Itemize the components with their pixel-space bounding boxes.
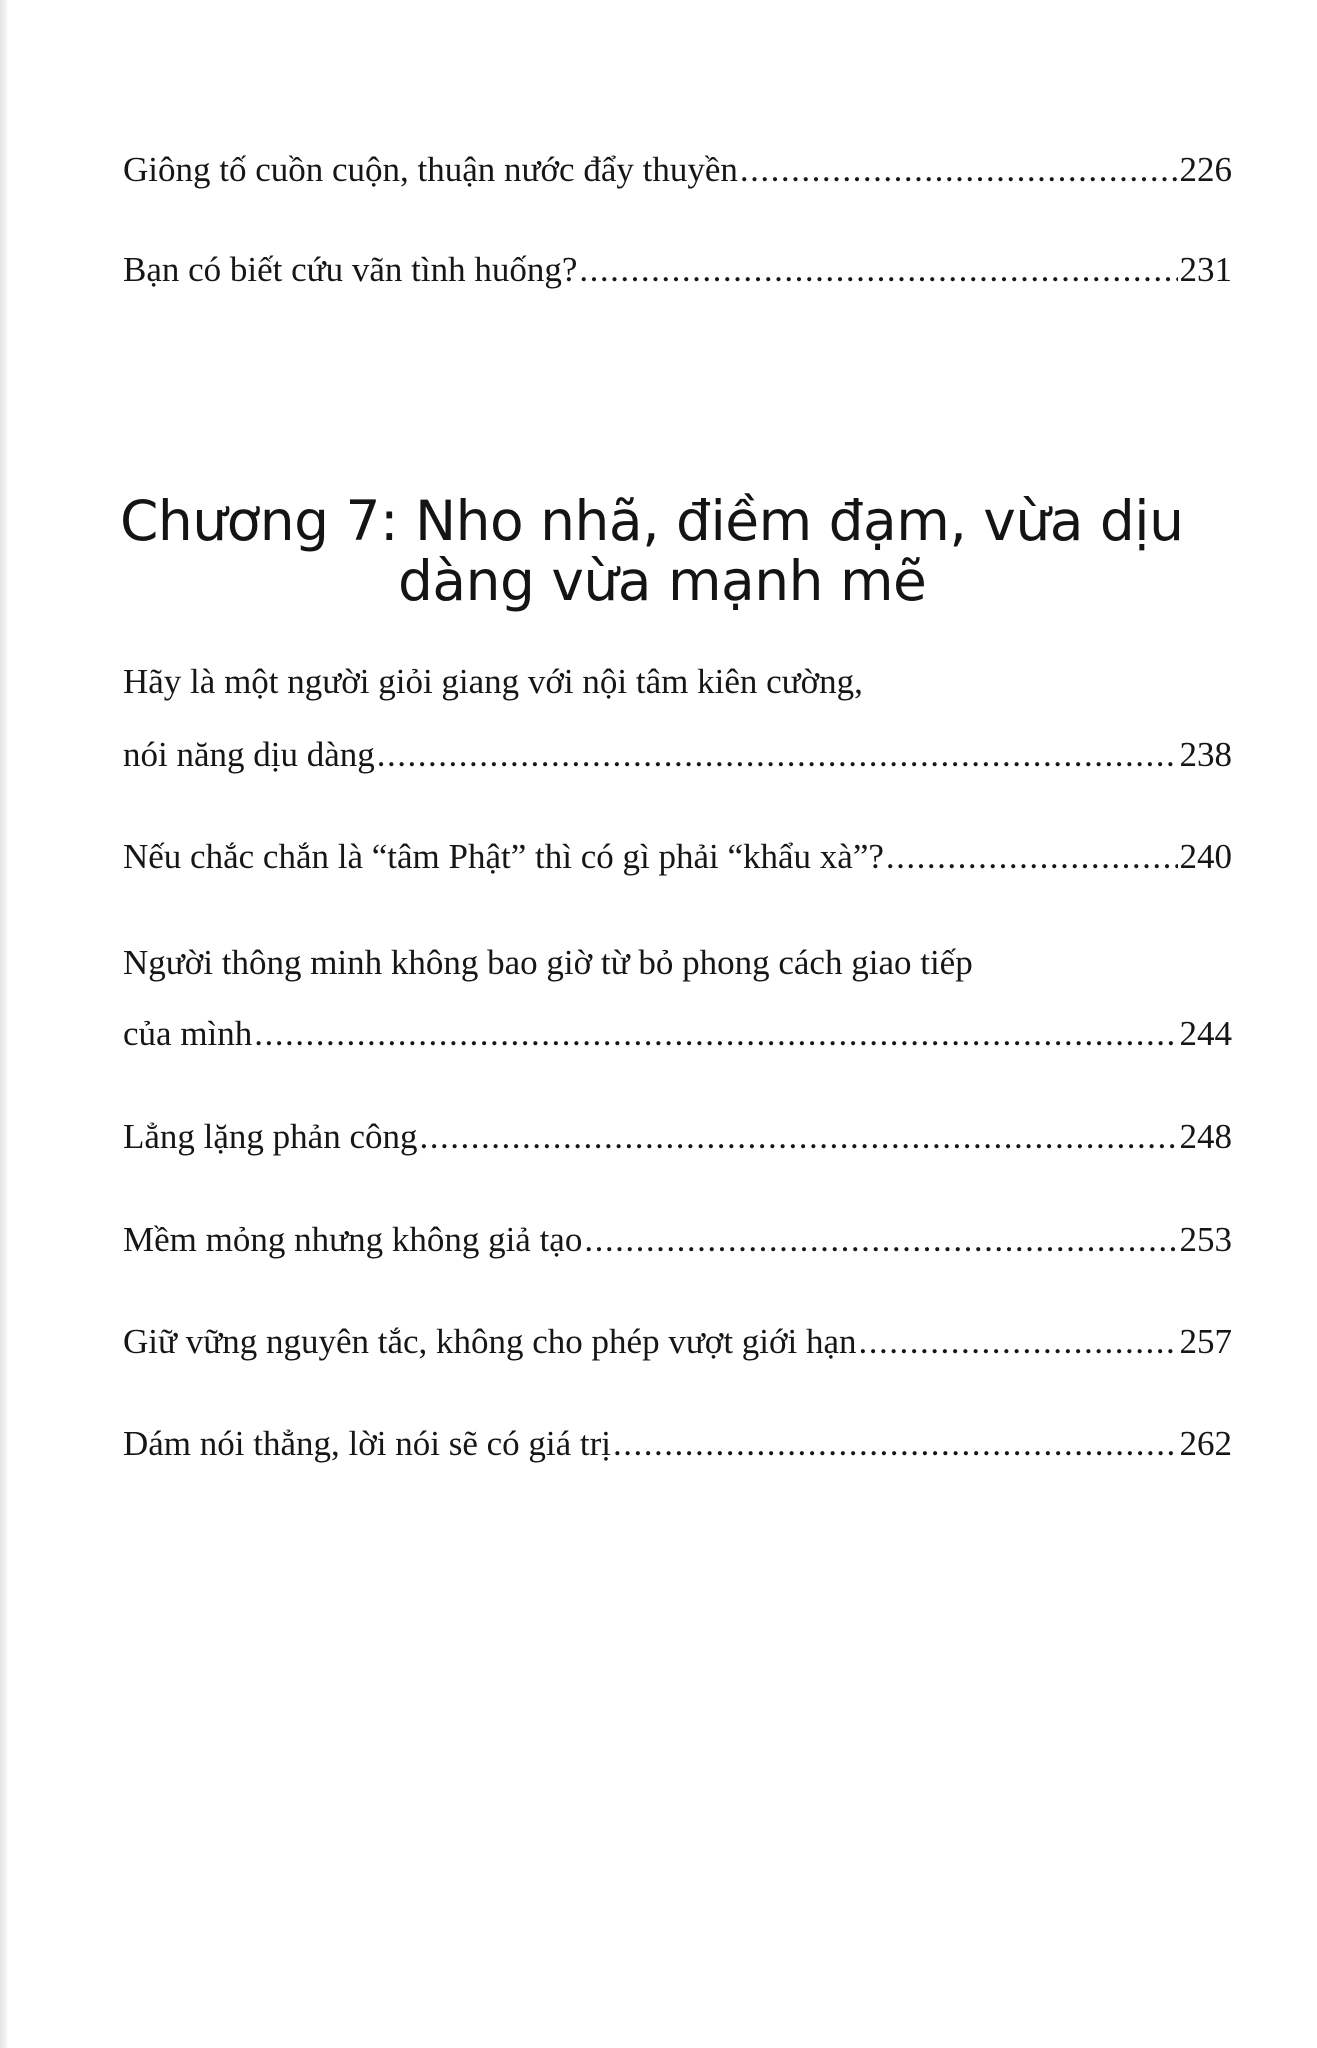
dot-leader (420, 1115, 1178, 1159)
toc-entry-page: 253 (1179, 1220, 1232, 1259)
dot-leader (740, 148, 1178, 192)
dot-leader (613, 1422, 1177, 1466)
toc-entry-page: 257 (1179, 1322, 1232, 1361)
chapter-title-line-1: Chương 7: Nho nhã, điềm đạm, vừa dịu (120, 489, 1184, 553)
toc-entry-page: 240 (1179, 837, 1232, 876)
toc-entry (123, 1422, 1232, 1466)
toc-entry-first-line (123, 941, 1232, 985)
toc-entry (123, 248, 1232, 292)
dot-leader (886, 835, 1178, 879)
toc-entry-title: Dám nói thẳng, lời nói sẽ có giá trị (123, 1424, 612, 1463)
toc-entry-title: Giữ vững nguyên tắc, không cho phép vượt giới hạn (123, 1322, 857, 1361)
dot-leader (377, 733, 1178, 777)
toc-entry-title: Giông tố cuồn cuộn, thuận nước đẩy thuyền (123, 150, 738, 189)
toc-entry-page: 226 (1179, 150, 1232, 189)
toc-entry-title: của mình (123, 1014, 253, 1053)
dot-leader (859, 1320, 1178, 1364)
toc-entry (123, 1218, 1232, 1262)
toc-entry-title-line-1: Người thông minh không bao giờ từ bỏ phong cách giao tiếp (123, 943, 973, 982)
toc-entry-first-line (123, 660, 1232, 704)
toc-entry-title: nói năng dịu dàng (123, 735, 375, 774)
toc-entry (123, 1115, 1232, 1159)
toc-entry-page: 238 (1179, 735, 1232, 774)
toc-entry (123, 1012, 1232, 1056)
page-edge-shadow (0, 0, 8, 2048)
toc-entry (123, 733, 1232, 777)
toc-entry-page: 262 (1179, 1424, 1232, 1463)
toc-entry (123, 148, 1232, 192)
toc-entry-title: Nếu chắc chắn là “tâm Phật” thì có gì phải “khẩu xà”? (123, 837, 884, 876)
toc-entry-title-line-1: Hãy là một người giỏi giang với nội tâm kiên cường, (123, 662, 863, 701)
dot-leader (254, 1012, 1177, 1056)
toc-entry-page: 231 (1179, 250, 1232, 289)
toc-entry (123, 1320, 1232, 1364)
toc-entry-page: 244 (1179, 1014, 1232, 1053)
toc-entry (123, 835, 1232, 879)
dot-leader (584, 1218, 1177, 1262)
toc-entry-title: Lẳng lặng phản công (123, 1117, 418, 1156)
dot-leader (579, 248, 1177, 292)
toc-entry-title: Bạn có biết cứu vãn tình huống? (123, 250, 578, 289)
toc-entry-page: 248 (1179, 1117, 1232, 1156)
toc-entry-title: Mềm mỏng nhưng không giả tạo (123, 1220, 583, 1259)
chapter-title-line-2: dàng vừa mạnh mẽ (398, 549, 927, 613)
